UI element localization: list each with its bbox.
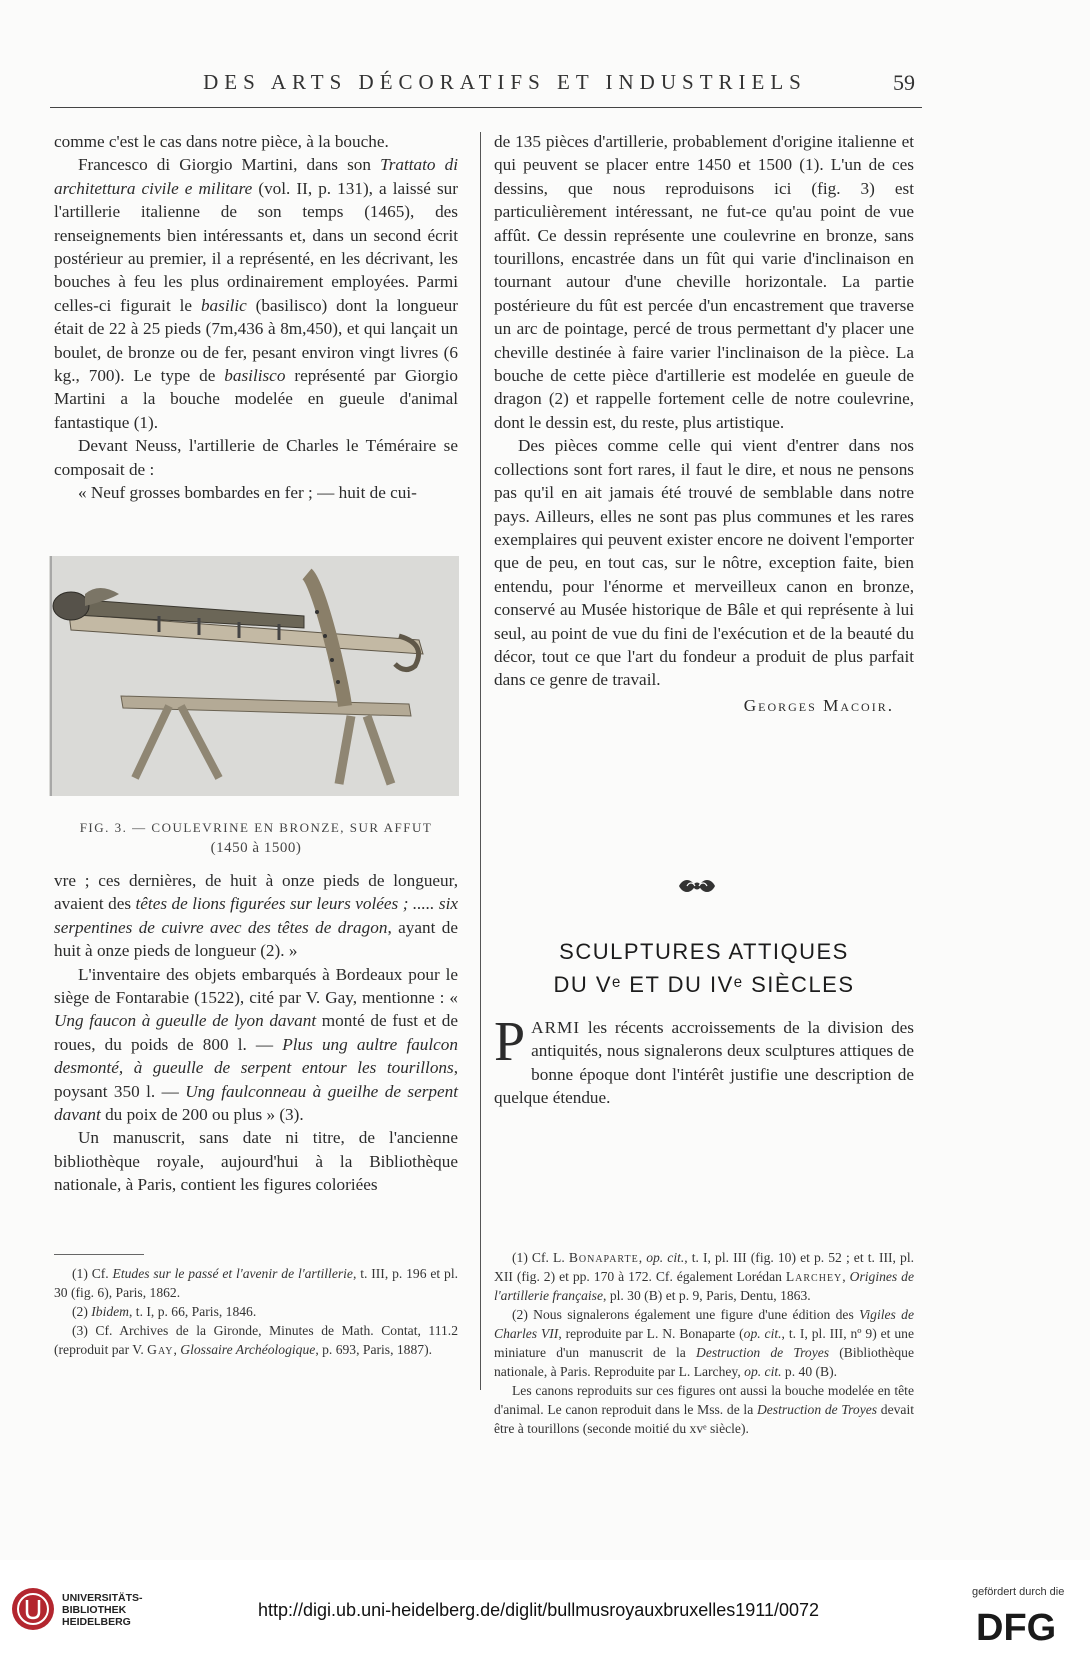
paragraph: L'inventaire des objets embarqués à Bordeaux pour le siège de Fontarabie (1522), cité par V. Gay, mentionne : « Ung faucon à gueulle de lyon davant monté de fust et de roues, du poids de 800 l. — Plus ung aultre faulcon desmonté, à gueulle de serpent entour les tourillons, poysant 350 l. — Ung faulconneau à gueilhe de serpent davant du poix de 200 ou plus » (3).: [54, 964, 458, 1125]
left-footnotes: [54, 1264, 458, 1359]
paragraph: « Neuf grosses bombardes en fer ; — huit de cui-: [78, 483, 417, 503]
running-title: DES ARTS DÉCORATIFS ET INDUSTRIELS: [203, 70, 807, 94]
author-signature: Georges Macoir.: [743, 695, 894, 715]
figure-caption-dates: (1450 à 1500): [210, 840, 302, 856]
paragraph: Un manuscrit, sans date ni titre, de l'ancienne bibliothèque royale, aujourd'hui à la Bibliothèque nationale, à Paris, contient les figures coloriées: [54, 1128, 458, 1195]
page-number: 59: [893, 70, 915, 95]
paragraph: Francesco di Giorgio Martini, dans son Trattato di architettura civile e militare (vol. II, p. 131), a laissé sur l'artillerie italienne de son temps (1465), des renseignements bien intéressants et, dans un second écrit postérieur au premier, il a représenté, en les décrivant, les bouches à feu les plus ordinairement employées. Parmi celles-ci figurait le basilic (basilisco) dont la longueur était de 22 à 25 pieds (7m,436 à 8m,450), et qui lançait un boulet, de bronze ou de fer, pesant environ vingt livres (6 kg., 700). Le type de basilisco représenté par Giorgio Martini a la bouche modelée en gueule d'animal fantastique (1).: [54, 155, 459, 432]
drop-cap: P: [494, 1011, 526, 1073]
dfg-logo-icon: [976, 1606, 1076, 1646]
paragraph: PARMI les récents accroissements de la division des antiquités, nous signalerons deux sculptures attiques de bonne époque dont l'intérêt justifie une description de quelque étendue.: [494, 1011, 914, 1108]
footnote: (2) Nous signalerons également une figure d'une édition des Vigiles de Charles VII, reproduite par L. N. Bonaparte (op. cit., t. I, pl. III, nº 9) et une miniature d'un manuscrit de la Destruction de Troyes (Bibliothèque nationale, à Paris. Reproduite par L. Larchey, op. cit. p. 40 (B).: [494, 1307, 915, 1379]
paragraph: Devant Neuss, l'artillerie de Charles le Téméraire se composait de :: [54, 436, 458, 479]
paragraph: comme c'est le cas dans notre pièce, à la bouche.: [54, 132, 389, 151]
right-column: [494, 130, 914, 717]
paragraph: vre ; ces dernières, de huit à onze pieds de longueur, avaient des têtes de lions figurées sur leurs volées ; ..... six serpentines de cuivre avec des têtes de dragon, ayant de huit à onze pieds de longueur (2). »: [54, 871, 458, 961]
footnote: (1) Cf. Etudes sur le passé et l'avenir de l'artillerie, t. III, p. 196 et pl. 30 (fig. 6), Paris, 1862.: [54, 1266, 458, 1300]
paragraph: Des pièces comme celle qui vient d'entrer dans nos collections sont fort rares, il faut le dire, et nous ne pensons pas qu'il en ait jamais été trouvé de semblable dans notre pays. Ailleurs, elles ne sont pas plus communes et les rares exemplaires qui peuvent exister encore ne doivent l'emporter que de peu, en tout cas, sur le nôtre, exception faite, bien entendu, pour l'énorme et merveilleux canon en bronze, conservé au Musée historique de Bâle et qui représente à lui seul, au point de vue du fini de l'exécution et de la beauté du décor, tout ce que l'art du fondeur a produit de plus parfait dans ce genre de travail.: [494, 436, 914, 690]
left-column-top: [54, 130, 458, 505]
header-rule: [50, 107, 922, 108]
figure-caption: [54, 818, 458, 858]
ornament-icon: [675, 876, 719, 896]
funded-by-label: gefördert durch die: [972, 1586, 1065, 1598]
footnote: (1) Cf. L. Bonaparte, op. cit., t. I, pl. III (fig. 10) et p. 52 ; et t. III, pl. XII (fig. 2) et pp. 170 à 172. Cf. également Lorédan Larchey, Origines de l'artillerie française, pl. 30 (B) et p. 9, Paris, Dentu, 1863.: [494, 1250, 915, 1303]
section-title-line-1: SCULPTURES ATTIQUES: [559, 939, 849, 964]
column-divider: [480, 132, 481, 1390]
section-title-line-2: DU Vᵉ ET DU IVᵉ SIÈCLES: [553, 972, 855, 997]
footnote: Les canons reproduits sur ces figures ont aussi la bouche modelée en tête d'animal. Le canon reproduit dans le Mss. de la Destruction de Troyes devait être à tourillons (seconde moitié du xvᵉ siècle).: [494, 1383, 915, 1436]
university-seal-icon: [10, 1586, 56, 1632]
footnote: (2) Ibidem, t. I, p. 66, Paris, 1846.: [72, 1304, 257, 1319]
svg-text:DFG: DFG: [976, 1607, 1057, 1646]
figure-caption-title: FIG. 3. — COULEVRINE EN BRONZE, SUR AFFUT: [79, 820, 433, 835]
right-footnotes: [494, 1248, 914, 1438]
library-name: UNIVERSITÄTS- BIBLIOTHEK HEIDELBERG: [62, 1592, 143, 1628]
figure-culverin-photo: [49, 556, 459, 796]
footnote: (3) Cf. Archives de la Gironde, Minutes de Math. Contat, 111.2 (reproduit par V. Gay, Glossaire Archéologique, p. 693, Paris, 1887).: [54, 1323, 458, 1357]
footnote-rule: [54, 1254, 144, 1255]
section-intro: [494, 1011, 914, 1110]
document-url-link[interactable]: http://digi.ub.uni-heidelberg.de/diglit/bullmusroyauxbruxelles1911/0072: [258, 1600, 820, 1620]
culverin-illustration: [49, 556, 459, 796]
left-column-bottom: [54, 869, 458, 1197]
paragraph: de 135 pièces d'artillerie, probablement d'origine italienne et qui peuvent se placer entre 1450 et 1500 (1). L'un de ces dessins, que nous reproduisons ici (fig. 3) est particulièrement intéressant, ne fut-ce qu'au point de vue affût. Ce dessin représente une coulevrine en bronze, sans tourillons, encastrée dans un fût qui varie d'inclinaison en tournant autour d'une cheville horizontale. La partie postérieure du fût est percée d'un encastrement que traverse un arc de pointage, percé de trous permettant d'y placer une cheville destinée à faire varier l'inclinaison de la pièce. La bouche de cette pièce d'artillerie est modelée en gueule de dragon (2) et rappelle fortement celle de notre coulevrine, dont le dessin est, du reste, plus artistique.: [494, 132, 914, 432]
section-title: [494, 935, 914, 1001]
